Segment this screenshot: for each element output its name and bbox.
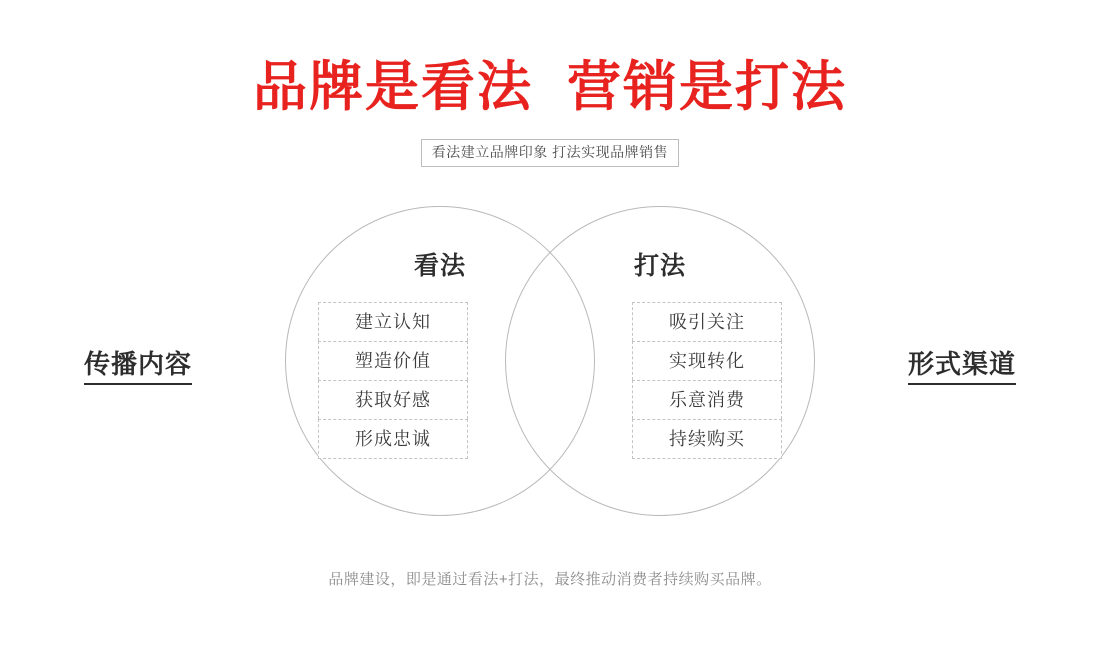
subtitle-box: 看法建立品牌印象 打法实现品牌销售 (421, 139, 679, 167)
lobe-right-heading: 打法 (633, 252, 686, 280)
lobe-left-heading: 看法 (413, 252, 466, 280)
side-label-left: 传播内容 (84, 344, 192, 385)
list-item: 持续购买 (632, 419, 782, 459)
page-title: 品牌是看法 营销是打法 (252, 57, 847, 117)
list-item: 建立认知 (318, 302, 468, 341)
lobe-right-item-list (632, 302, 782, 459)
lobe-left-item-list (318, 302, 468, 459)
list-item: 吸引关注 (632, 302, 782, 341)
side-label-right: 形式渠道 (908, 344, 1016, 385)
subtitle-container (0, 139, 1100, 167)
list-item: 获取好感 (318, 380, 468, 419)
footnote-text: 品牌建设，即是通过看法+打法，最终推动消费者持续购买品牌。 (328, 571, 772, 588)
venn-lobe-right (505, 206, 815, 516)
list-item: 塑造价值 (318, 341, 468, 380)
list-item: 乐意消费 (632, 380, 782, 419)
list-item: 形成忠诚 (318, 419, 468, 459)
list-item: 实现转化 (632, 341, 782, 380)
